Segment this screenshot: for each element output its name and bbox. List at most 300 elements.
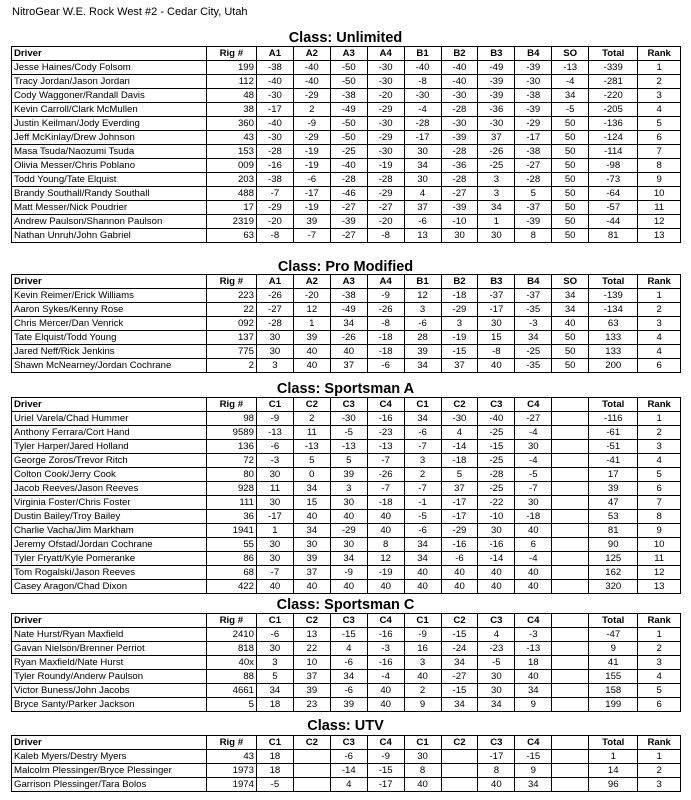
rank-cell: 1 — [638, 628, 681, 642]
driver-cell: Charlie Vacha/Jim Markham — [12, 524, 207, 538]
rig-number-cell: 80 — [206, 468, 256, 482]
results-table-utv — [11, 735, 681, 792]
score-cell: 37 — [441, 482, 478, 496]
score-cell: -3 — [515, 317, 552, 331]
rig-number-cell: 775 — [206, 345, 256, 359]
column-header: A1 — [256, 47, 293, 61]
score-cell: -18 — [441, 289, 478, 303]
score-cell: -39 — [515, 61, 552, 75]
table-row — [12, 580, 681, 594]
table-row — [12, 317, 681, 331]
table-row — [12, 331, 681, 345]
rank-cell: 4 — [638, 345, 681, 359]
score-cell: 34 — [330, 317, 367, 331]
driver-cell: Tyler Harper/Jared Holland — [12, 440, 207, 454]
score-cell — [552, 764, 589, 778]
score-cell: -26 — [256, 289, 293, 303]
table-row — [12, 778, 681, 792]
driver-cell: Kevin Reimer/Erick Williams — [12, 289, 207, 303]
rank-cell: 2 — [638, 303, 681, 317]
rank-cell: 1 — [638, 750, 681, 764]
score-cell: 34 — [293, 524, 330, 538]
score-cell: 50 — [552, 145, 589, 159]
score-cell: 40 — [293, 510, 330, 524]
score-cell: 30 — [478, 317, 515, 331]
score-cell: 8 — [367, 538, 404, 552]
column-header: Rig # — [206, 736, 256, 750]
score-cell — [552, 468, 589, 482]
column-header: Rank — [638, 614, 681, 628]
total-cell: -61 — [589, 426, 638, 440]
score-cell: 3 — [404, 454, 441, 468]
score-cell: 13 — [404, 229, 441, 243]
total-cell: 125 — [589, 552, 638, 566]
rank-cell: 7 — [638, 145, 681, 159]
column-header: Driver — [12, 736, 207, 750]
score-cell: 30 — [256, 331, 293, 345]
score-cell: -8 — [367, 229, 404, 243]
score-cell: 40 — [293, 359, 330, 373]
rig-number-cell: 1973 — [206, 764, 256, 778]
score-cell: 37 — [478, 131, 515, 145]
score-cell: 34 — [330, 670, 367, 684]
score-cell — [552, 510, 589, 524]
total-cell: -51 — [589, 440, 638, 454]
score-cell: 34 — [441, 656, 478, 670]
score-cell: 3 — [478, 187, 515, 201]
score-cell: 40 — [293, 345, 330, 359]
score-cell: -39 — [330, 215, 367, 229]
table-header-row — [12, 47, 681, 61]
column-header: C4 — [515, 736, 552, 750]
score-cell: -6 — [330, 750, 367, 764]
score-cell: -6 — [256, 440, 293, 454]
table-row — [12, 173, 681, 187]
rig-number-cell: 48 — [206, 89, 256, 103]
score-cell: -14 — [330, 764, 367, 778]
score-cell: 15 — [478, 331, 515, 345]
score-cell: -5 — [515, 468, 552, 482]
driver-cell: Jared Neff/Rick Jenkins — [12, 345, 207, 359]
score-cell: -25 — [478, 159, 515, 173]
score-cell: -27 — [330, 229, 367, 243]
results-table-pro-modified — [11, 274, 681, 373]
rig-number-cell: 2410 — [206, 628, 256, 642]
score-cell: -6 — [441, 552, 478, 566]
driver-cell: Garrison Plessinger/Tara Bolos — [12, 778, 207, 792]
column-header: C3 — [478, 736, 515, 750]
table-row — [12, 426, 681, 440]
score-cell: -5 — [404, 510, 441, 524]
score-cell: 30 — [478, 670, 515, 684]
score-cell: -50 — [330, 75, 367, 89]
score-cell: 30 — [515, 440, 552, 454]
score-cell: 39 — [330, 698, 367, 712]
score-cell: -30 — [515, 75, 552, 89]
column-header: Rig # — [206, 47, 256, 61]
column-header: C4 — [367, 398, 404, 412]
rig-number-cell: 22 — [206, 303, 256, 317]
score-cell: 18 — [256, 764, 293, 778]
score-cell: 34 — [404, 359, 441, 373]
table-row — [12, 628, 681, 642]
score-cell: -16 — [367, 656, 404, 670]
total-cell: -339 — [589, 61, 638, 75]
score-cell: -28 — [441, 173, 478, 187]
rank-cell: 9 — [638, 524, 681, 538]
score-cell — [552, 454, 589, 468]
score-cell: -7 — [367, 454, 404, 468]
score-cell: -4 — [552, 75, 589, 89]
score-cell: -4 — [367, 670, 404, 684]
score-cell: -27 — [515, 159, 552, 173]
score-cell: 50 — [552, 173, 589, 187]
score-cell: -39 — [515, 215, 552, 229]
score-cell: 40 — [441, 566, 478, 580]
score-cell: -13 — [552, 61, 589, 75]
score-cell: -39 — [478, 89, 515, 103]
total-cell: 14 — [589, 764, 638, 778]
rank-cell: 11 — [638, 552, 681, 566]
driver-cell: Nate Hurst/Ryan Maxfield — [12, 628, 207, 642]
rank-cell: 5 — [638, 117, 681, 131]
score-cell: -5 — [330, 426, 367, 440]
score-cell: 5 — [441, 468, 478, 482]
score-cell: -36 — [478, 103, 515, 117]
column-header: B4 — [515, 275, 552, 289]
score-cell: -17 — [367, 778, 404, 792]
total-cell: 199 — [589, 698, 638, 712]
section-title-sportsman-c: Class: Sportsman C — [276, 597, 415, 613]
column-header: C1 — [256, 614, 293, 628]
rig-number-cell: 43 — [206, 131, 256, 145]
score-cell: 34 — [478, 201, 515, 215]
table-row — [12, 684, 681, 698]
rank-cell: 3 — [638, 778, 681, 792]
score-cell: 34 — [552, 289, 589, 303]
score-cell: 30 — [404, 750, 441, 764]
score-cell: -20 — [367, 215, 404, 229]
score-cell: -30 — [441, 117, 478, 131]
score-cell: 1 — [478, 215, 515, 229]
driver-cell: Nathan Unruh/John Gabriel — [12, 229, 207, 243]
score-cell: -7 — [367, 482, 404, 496]
score-cell — [552, 538, 589, 552]
score-cell: 3 — [404, 303, 441, 317]
rank-cell: 10 — [638, 538, 681, 552]
score-cell: -39 — [441, 131, 478, 145]
table-row — [12, 215, 681, 229]
rig-number-cell: 43 — [206, 750, 256, 764]
score-cell: 34 — [515, 778, 552, 792]
score-cell: -25 — [515, 345, 552, 359]
score-cell: 30 — [293, 538, 330, 552]
score-cell: -17 — [478, 750, 515, 764]
score-cell: -1 — [404, 496, 441, 510]
driver-cell: Jeff McKinlay/Drew Johnson — [12, 131, 207, 145]
score-cell: -6 — [404, 215, 441, 229]
rank-cell: 8 — [638, 510, 681, 524]
table-row — [12, 496, 681, 510]
rig-number-cell: 63 — [206, 229, 256, 243]
score-cell: -3 — [367, 642, 404, 656]
score-cell — [552, 440, 589, 454]
score-cell: -13 — [330, 440, 367, 454]
score-cell: -17 — [441, 496, 478, 510]
score-cell: -5 — [478, 656, 515, 670]
total-cell: 41 — [589, 656, 638, 670]
score-cell: -19 — [293, 145, 330, 159]
table-row — [12, 764, 681, 778]
score-cell: 30 — [330, 538, 367, 552]
total-cell: 9 — [589, 642, 638, 656]
driver-cell: Ryan Maxfield/Nate Hurst — [12, 656, 207, 670]
score-cell: -29 — [441, 524, 478, 538]
score-cell: 50 — [552, 159, 589, 173]
score-cell: 30 — [256, 642, 293, 656]
score-cell: -14 — [478, 552, 515, 566]
table-row — [12, 229, 681, 243]
total-cell: 133 — [589, 331, 638, 345]
rank-cell: 3 — [638, 440, 681, 454]
table-row — [12, 482, 681, 496]
table-row — [12, 468, 681, 482]
table-header-row — [12, 736, 681, 750]
score-cell: -27 — [367, 201, 404, 215]
score-cell: 30 — [404, 145, 441, 159]
column-header: Total — [589, 398, 638, 412]
score-cell: -37 — [478, 289, 515, 303]
score-cell: 40 — [478, 778, 515, 792]
total-cell: -57 — [589, 201, 638, 215]
rig-number-cell: 36 — [206, 510, 256, 524]
score-cell: -15 — [367, 764, 404, 778]
column-header: B1 — [404, 47, 441, 61]
score-cell: -15 — [330, 628, 367, 642]
driver-cell: Jesse Haines/Cody Folsom — [12, 61, 207, 75]
score-cell: 4 — [330, 778, 367, 792]
score-cell: -8 — [256, 229, 293, 243]
rig-number-cell: 88 — [206, 670, 256, 684]
score-cell: 50 — [552, 215, 589, 229]
column-header: C3 — [478, 398, 515, 412]
table-row — [12, 103, 681, 117]
score-cell: -6 — [404, 317, 441, 331]
rank-cell: 11 — [638, 201, 681, 215]
score-cell: 34 — [293, 482, 330, 496]
table-row — [12, 642, 681, 656]
score-cell: -25 — [478, 426, 515, 440]
score-cell: 5 — [515, 187, 552, 201]
score-cell: -7 — [256, 187, 293, 201]
column-header: Rank — [638, 398, 681, 412]
column-header: C4 — [367, 736, 404, 750]
column-header: Total — [589, 47, 638, 61]
column-header: Driver — [12, 614, 207, 628]
table-row — [12, 345, 681, 359]
rig-number-cell: 38 — [206, 103, 256, 117]
score-cell — [552, 580, 589, 594]
rank-cell: 4 — [638, 670, 681, 684]
table-row — [12, 145, 681, 159]
score-cell: 40 — [367, 698, 404, 712]
score-cell: -38 — [256, 61, 293, 75]
driver-cell: Tyler Fryatt/Kyle Pomeranke — [12, 552, 207, 566]
driver-cell: Kevin Carroll/Clark McMullen — [12, 103, 207, 117]
column-header: Rig # — [206, 275, 256, 289]
score-cell: 12 — [367, 552, 404, 566]
total-cell: -205 — [589, 103, 638, 117]
rank-cell: 3 — [638, 317, 681, 331]
table-row — [12, 524, 681, 538]
table-row — [12, 538, 681, 552]
score-cell: 22 — [293, 642, 330, 656]
score-cell: -26 — [330, 331, 367, 345]
rig-number-cell: 112 — [206, 75, 256, 89]
score-cell — [552, 524, 589, 538]
score-cell: 39 — [293, 684, 330, 698]
score-cell — [441, 778, 478, 792]
score-cell: -17 — [441, 510, 478, 524]
score-cell: -38 — [256, 173, 293, 187]
rig-number-cell: 98 — [206, 412, 256, 426]
rig-number-cell: 1974 — [206, 778, 256, 792]
score-cell: -3 — [256, 454, 293, 468]
total-cell: -64 — [589, 187, 638, 201]
score-cell: -9 — [330, 566, 367, 580]
score-cell: -6 — [367, 359, 404, 373]
column-header: A1 — [256, 275, 293, 289]
score-cell — [441, 750, 478, 764]
column-header: B3 — [478, 47, 515, 61]
score-cell — [441, 764, 478, 778]
score-cell: -19 — [441, 331, 478, 345]
score-cell: 40 — [404, 580, 441, 594]
rig-number-cell: 55 — [206, 538, 256, 552]
column-header: SO — [552, 275, 589, 289]
score-cell: 34 — [441, 698, 478, 712]
rank-cell: 1 — [638, 412, 681, 426]
score-cell: 9 — [515, 698, 552, 712]
score-cell: -39 — [441, 201, 478, 215]
rig-number-cell: 223 — [206, 289, 256, 303]
score-cell: -36 — [441, 159, 478, 173]
score-cell: 40 — [330, 580, 367, 594]
column-header: B4 — [515, 47, 552, 61]
section-title-pro-modified: Class: Pro Modified — [277, 259, 414, 275]
score-cell: -40 — [256, 75, 293, 89]
total-cell: 63 — [589, 317, 638, 331]
score-cell: -6 — [293, 173, 330, 187]
score-cell — [552, 426, 589, 440]
column-header: B1 — [404, 275, 441, 289]
score-cell: -30 — [367, 61, 404, 75]
score-cell: 40 — [330, 345, 367, 359]
driver-cell: Virginia Foster/Chris Foster — [12, 496, 207, 510]
score-cell: -18 — [367, 331, 404, 345]
column-header: C4 — [515, 614, 552, 628]
score-cell: 30 — [404, 173, 441, 187]
score-cell: 34 — [404, 552, 441, 566]
score-cell: -27 — [256, 303, 293, 317]
driver-cell: Kaleb Myers/Destry Myers — [12, 750, 207, 764]
table-row — [12, 117, 681, 131]
score-cell: -22 — [478, 496, 515, 510]
score-cell: -25 — [330, 145, 367, 159]
rig-number-cell: 5 — [206, 698, 256, 712]
table-row — [12, 159, 681, 173]
table-row — [12, 440, 681, 454]
score-cell: -4 — [515, 454, 552, 468]
table-row — [12, 698, 681, 712]
score-cell: -28 — [404, 117, 441, 131]
rank-cell: 2 — [638, 426, 681, 440]
rig-number-cell: 360 — [206, 117, 256, 131]
section-title-unlimited: Class: Unlimited — [288, 30, 403, 46]
score-cell: -4 — [515, 552, 552, 566]
total-cell: 81 — [589, 229, 638, 243]
score-cell: 34 — [552, 89, 589, 103]
column-header: A2 — [293, 275, 330, 289]
column-header: Driver — [12, 47, 207, 61]
score-cell: -40 — [293, 75, 330, 89]
score-cell: 40 — [404, 778, 441, 792]
score-cell: -29 — [293, 89, 330, 103]
score-cell: -5 — [256, 778, 293, 792]
table-row — [12, 670, 681, 684]
score-cell: 9 — [515, 764, 552, 778]
rank-cell: 4 — [638, 454, 681, 468]
score-cell: -19 — [367, 159, 404, 173]
score-cell: 23 — [293, 698, 330, 712]
score-cell: 11 — [256, 482, 293, 496]
score-cell: 34 — [404, 159, 441, 173]
column-header: Driver — [12, 275, 207, 289]
rank-cell: 1 — [638, 61, 681, 75]
score-cell: -13 — [293, 440, 330, 454]
score-cell: 1 — [293, 317, 330, 331]
score-cell: 37 — [441, 359, 478, 373]
score-cell: -16 — [256, 159, 293, 173]
rig-number-cell: 137 — [206, 331, 256, 345]
rig-number-cell: 136 — [206, 440, 256, 454]
score-cell: 30 — [478, 524, 515, 538]
score-cell: 34 — [478, 698, 515, 712]
document-title: NitroGear W.E. Rock West #2 - Cedar City, Utah — [12, 6, 248, 18]
total-cell: -136 — [589, 117, 638, 131]
rig-number-cell: 2 — [206, 359, 256, 373]
score-cell: -8 — [478, 345, 515, 359]
driver-cell: Victor Buness/John Jacobs — [12, 684, 207, 698]
score-cell: -28 — [478, 468, 515, 482]
score-cell: -24 — [441, 642, 478, 656]
score-cell — [552, 750, 589, 764]
score-cell: -16 — [367, 628, 404, 642]
column-header: A4 — [367, 275, 404, 289]
driver-cell: Chris Mercer/Dan Venrick — [12, 317, 207, 331]
rank-cell: 12 — [638, 215, 681, 229]
score-cell: 2 — [293, 103, 330, 117]
score-cell: 3 — [478, 173, 515, 187]
score-cell: 34 — [256, 684, 293, 698]
score-cell: 40 — [256, 580, 293, 594]
score-cell: 50 — [552, 359, 589, 373]
total-cell: -134 — [589, 303, 638, 317]
results-table-sportsman-a — [11, 397, 681, 594]
score-cell: -8 — [367, 317, 404, 331]
table-row — [12, 75, 681, 89]
rank-cell: 2 — [638, 764, 681, 778]
